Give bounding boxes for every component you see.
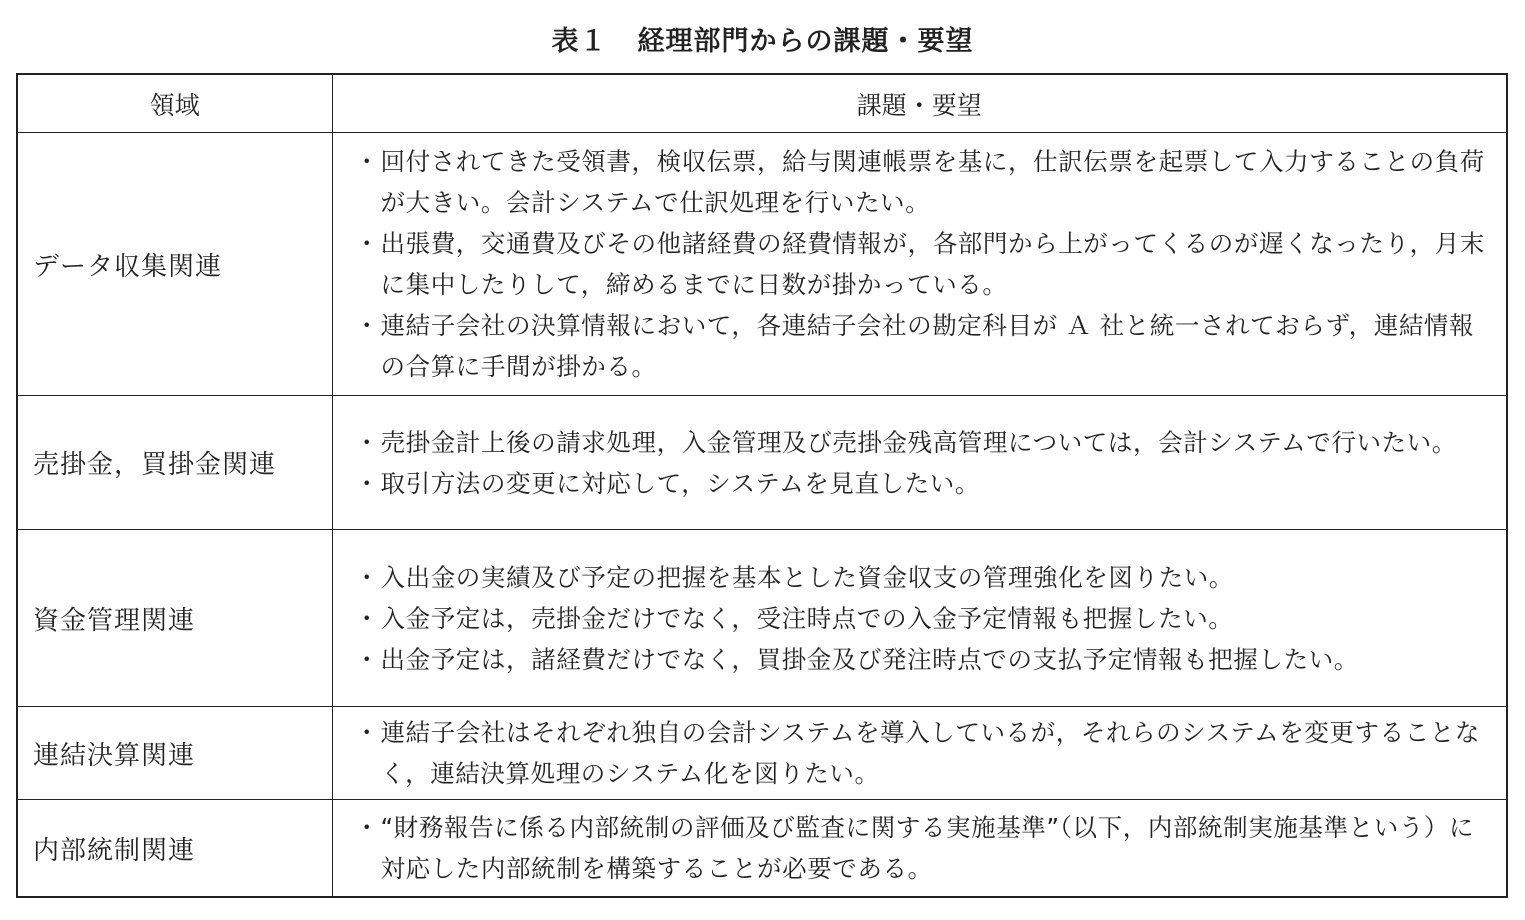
table-row <box>17 133 1507 396</box>
bullet-mark: ・ <box>354 644 380 674</box>
requests-cell <box>332 133 1507 396</box>
request-item <box>351 223 1493 305</box>
table-row <box>17 396 1507 530</box>
requests-cell <box>332 800 1507 898</box>
area-cell: 資金管理関連 <box>17 530 332 707</box>
request-item <box>351 463 1493 504</box>
request-text: 連結子会社はそれぞれ独自の会計システムを導入しているが，それらのシステムを変更することなく，連結決算処理のシステム化を図りたい。 <box>380 718 1480 788</box>
requirements-table <box>16 73 1508 898</box>
bullet-mark: ・ <box>354 147 380 176</box>
request-item <box>351 305 1493 387</box>
request-text: 売掛金計上後の請求処理，入金管理及び売掛金残高管理については，会計システムで行いたい。 <box>380 427 1457 457</box>
area-cell: データ収集関連 <box>17 133 332 396</box>
requests-cell <box>332 530 1507 707</box>
request-text: 入金予定は，売掛金だけでなく，受注時点での入金予定情報も把握したい。 <box>380 603 1234 633</box>
request-text: 入出金の実績及び予定の把握を基本とした資金収支の管理強化を図りたい。 <box>380 562 1234 592</box>
request-list <box>351 141 1493 387</box>
request-text: 連結子会社の決算情報において，各連結子会社の勘定科目が Ａ 社と統一されておらず，連結情報の合算に手間が掛かる。 <box>380 311 1475 381</box>
header-row <box>17 74 1507 133</box>
area-cell: 内部統制関連 <box>17 800 332 898</box>
bullet-mark: ・ <box>354 311 380 340</box>
bullet-mark: ・ <box>354 562 380 592</box>
request-text: 出金予定は，諸経費だけでなく，買掛金及び発注時点での支払予定情報も把握したい。 <box>380 644 1359 674</box>
table-title <box>0 22 1525 62</box>
header-area: 領域 <box>17 74 332 133</box>
table-number: 表１ <box>551 26 608 57</box>
request-text: 出張費，交通費及びその他諸経費の経費情報が，各部門から上がってくるのが遅くなったり，月末に集中したりして，締めるまでに日数が掛かっている。 <box>380 229 1485 299</box>
request-item <box>351 712 1493 794</box>
request-list <box>351 557 1493 680</box>
request-item <box>351 598 1493 639</box>
table-row <box>17 707 1507 800</box>
area-cell: 売掛金，買掛金関連 <box>17 396 332 530</box>
request-item <box>351 639 1493 680</box>
request-item <box>351 141 1493 223</box>
table-caption: 経理部門からの課題・要望 <box>637 26 974 57</box>
table-row <box>17 530 1507 707</box>
request-list <box>351 807 1493 889</box>
header-requests: 課題・要望 <box>332 74 1507 133</box>
bullet-mark: ・ <box>354 229 380 258</box>
bullet-mark: ・ <box>354 427 380 457</box>
requests-cell <box>332 707 1507 800</box>
request-text: “財務報告に係る内部統制の評価及び監査に関する実施基準”（以下，内部統制実施基準という）に対応した内部統制を構築することが必要である。 <box>380 813 1475 883</box>
bullet-mark: ・ <box>354 718 380 747</box>
bullet-mark: ・ <box>354 468 380 498</box>
request-text: 回付されてきた受領書，検収伝票，給与関連帳票を基に，仕訳伝票を起票して入力することの負荷が大きい。会計システムで仕訳処理を行いたい。 <box>380 147 1485 217</box>
bullet-mark: ・ <box>354 813 380 842</box>
request-list <box>351 712 1493 794</box>
area-cell: 連結決算関連 <box>17 707 332 800</box>
request-list <box>351 422 1493 504</box>
requests-cell <box>332 396 1507 530</box>
request-text: 取引方法の変更に対応して，システムを見直したい。 <box>380 468 980 498</box>
request-item <box>351 557 1493 598</box>
bullet-mark: ・ <box>354 603 380 633</box>
request-item <box>351 422 1493 463</box>
table-row <box>17 800 1507 898</box>
request-item <box>351 807 1493 889</box>
